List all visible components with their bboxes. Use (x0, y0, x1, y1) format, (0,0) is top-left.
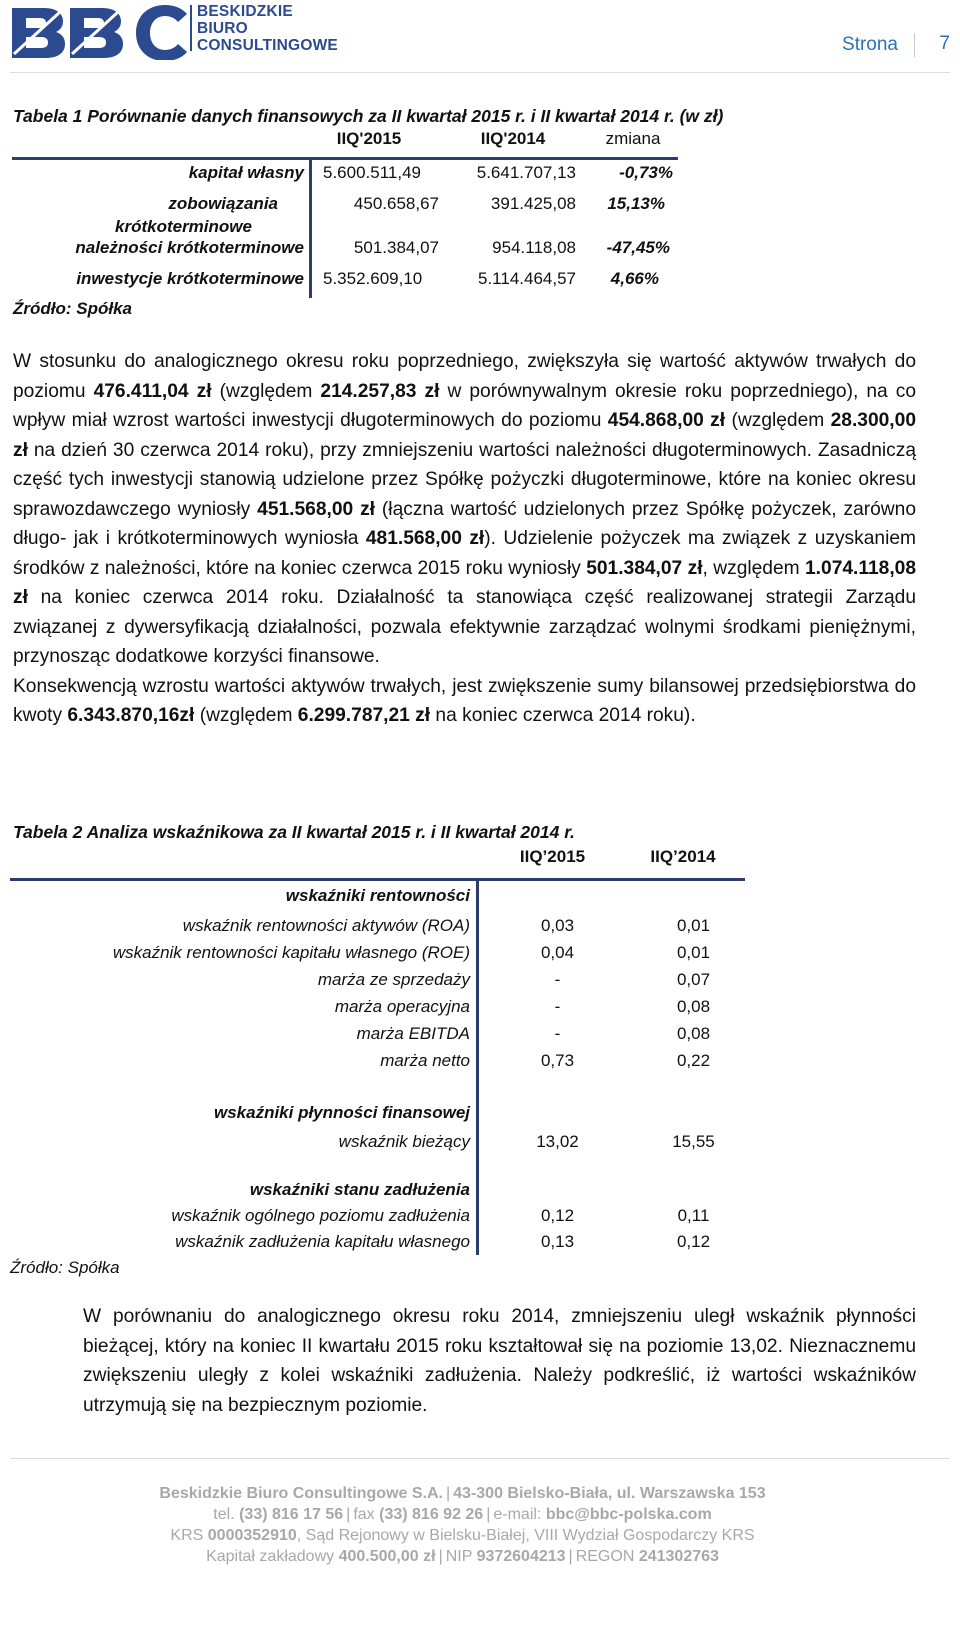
table2-source: Źródło: Spółka (10, 1258, 120, 1277)
logo-line-2: BIURO (197, 20, 248, 37)
table1-col-2015: IIQ'2015 (336, 129, 402, 148)
table2-caption: Tabela 2 Analiza wskaźnikowa za II kwartał 2015 r. i II kwartał 2014 r. (13, 822, 575, 842)
footer-line-4: Kapitał zakładowy 400.500,00 zł | NIP 9372604213 | REGON 241302763 (206, 1548, 719, 1565)
row-label: inwestycje krótkoterminowe (76, 269, 304, 288)
row-label-cont: krótkoterminowe (115, 217, 252, 236)
footer-email-link[interactable]: bbc@bbc-polska.com (545, 1506, 712, 1523)
footer-line-3: KRS 0000352910, Sąd Rejonowy w Bielsku-Białej, VIII Wydział Gospodarczy KRS (170, 1527, 755, 1544)
table2-col-2014: IIQ’2014 (650, 847, 716, 866)
value-change: 15,13% (607, 194, 665, 213)
table2-top-rule (10, 878, 745, 881)
logo-divider (190, 5, 192, 51)
table1-source: Źródło: Spółka (13, 299, 132, 318)
table2-row: marża netto 0,73 0,22 (380, 1051, 711, 1070)
header-rule (10, 72, 950, 73)
table1-caption: Tabela 1 Porównanie danych finansowych za II kwartał 2015 r. i II kwartał 2014 r. (w zł) (13, 106, 724, 126)
table2-group-title: wskaźniki stanu zadłużenia (249, 1180, 470, 1199)
value-change: -0,73% (619, 163, 673, 182)
table1-row (13, 194, 713, 238)
value-2014: 954.118,08 (492, 238, 576, 257)
page-separator (914, 33, 915, 57)
table2-group-title: wskaźniki rentowności (285, 886, 470, 905)
logo-wordmark (197, 3, 338, 54)
table1-header (13, 129, 713, 151)
table1-col-change: zmiana (605, 129, 661, 148)
logo-line-3: CONSULTINGOWE (197, 37, 338, 54)
value-2014: 5.641.707,13 (476, 163, 576, 182)
footer-line-1: Beskidzkie Biuro Consultingowe S.A. | 43-300 Bielsko-Biała, ul. Warszawska 153 (159, 1485, 766, 1502)
table1-row (13, 238, 713, 262)
table2-row: wskaźnik bieżący 13,02 15,55 (338, 1132, 715, 1151)
value-2014: 5.114.464,57 (478, 269, 576, 288)
row-label: należności krótkoterminowe (75, 238, 304, 257)
value-change: -47,45% (606, 238, 670, 257)
table1-row (13, 269, 713, 293)
value-2015: 450.658,67 (353, 194, 439, 213)
logo-line-1: BESKIDZKIE (197, 3, 293, 20)
table2-row: marża EBITDA - 0,08 (356, 1024, 711, 1043)
page-number: 7 (939, 33, 950, 54)
value-2015: 501.384,07 (353, 238, 439, 257)
table2-row: marża ze sprzedaży - 0,07 (317, 970, 711, 989)
table2-row: wskaźnik ogólnego poziomu zadłużenia 0,12 0,11 (171, 1206, 710, 1225)
table2-row: wskaźnik zadłużenia kapitału własnego 0,13 0,12 (175, 1232, 711, 1251)
table2-col-2015: IIQ’2015 (519, 847, 586, 866)
value-change: 4,66% (610, 269, 659, 288)
row-label: kapitał własny (188, 163, 304, 182)
table1-top-rule (12, 157, 678, 160)
table1-col-2014: IIQ'2014 (480, 129, 546, 148)
table1-row (13, 163, 713, 187)
value-2015: 5.352.609,10 (323, 269, 423, 288)
table2-row: marża operacyjna - 0,08 (334, 997, 711, 1016)
page-label: Strona (842, 34, 898, 55)
footer-rule (10, 1458, 950, 1459)
table2-group-title: wskaźniki płynności finansowej (213, 1103, 470, 1122)
value-2015: 5.600.511,49 (323, 163, 421, 182)
table2-row: wskaźnik rentowności kapitału własnego (ROE) 0,04 0,01 (112, 943, 711, 962)
row-label: zobowiązania (168, 194, 278, 213)
table2-row: wskaźnik rentowności aktywów (ROA) 0,03 0,01 (182, 916, 711, 935)
bbc-logo-icon (10, 4, 195, 60)
analysis-paragraph-2: W porównaniu do analogicznego okresu roku 2014, zmniejszeniu uległ wskaźnik płynności bieżącej, który na koniec II kwartału 2015 roku kształtował się na poziomie 13,02. Nieznacznemu zwiększeniu uległy z kolei wskaźniki zadłużenia. Należy podkreślić, iż wartości wskaźników utrzymują się na bezpiecznym poziomie. (83, 1306, 916, 1416)
footer-line-2: tel. (33) 816 17 56 | fax (33) 816 92 26 | e-mail: bbc@bbc-polska.com (213, 1506, 712, 1523)
value-2014: 391.425,08 (490, 194, 576, 213)
analysis-paragraph-1b: Konsekwencją wzrostu wartości aktywów trwałych, jest zwiększenie sumy bilansowej przedsiębiorstwa do kwoty 6.343.870,16zł (względem 6.299.787,21 zł na koniec czerwca 2014 roku). (13, 675, 916, 726)
analysis-paragraph-1: W stosunku do analogicznego okresu roku poprzedniego, zwiększyła się wartość aktywów trwałych do poziomu 476.411,04 zł (względem 214.257,83 zł w porównywalnym okresie roku poprzedniego), na co wpływ miał wzrost wartości inwestycji długoterminowych do poziomu 454.868,00 zł (względem 28.300,00 zł na dzień 30 czerwca 2014 roku), przy zmniejszeniu wartości należności długoterminowych. Zasadniczą część tych inwestycji stanowią udzielone przez Spółkę pożyczki długoterminowe, które na koniec okresu sprawozdawczego wyniosły 451.568,00 zł (łączna wartość udzielonych przez Spółkę pożyczek, zarówno długo- jak i krótkoterminowych wyniosła 481.568,00 zł). Udzielenie pożyczek ma związek z uzyskaniem środków z należności, które na koniec czerwca 2015 roku wyniosły 501.384,07 zł, względem 1.074.118,08 zł na koniec czerwca 2014 roku. Działalność ta stanowiąca część realizowanej strategii Zarządu związanej z dywersyfikacją działalności, pozwala efektywnie zarządzać wolnymi środkami pieniężnymi, przynosząc dodatkowe korzyści finansowe. Konsekwencją wzrostu wartości aktywów trwałych, jest zwiększenie sumy bilansowej przedsiębiorstwa do kwoty 6.343.870,16zł (względem 6.299.787,21 zł na koniec czerwca 2014 roku). (13, 347, 916, 731)
